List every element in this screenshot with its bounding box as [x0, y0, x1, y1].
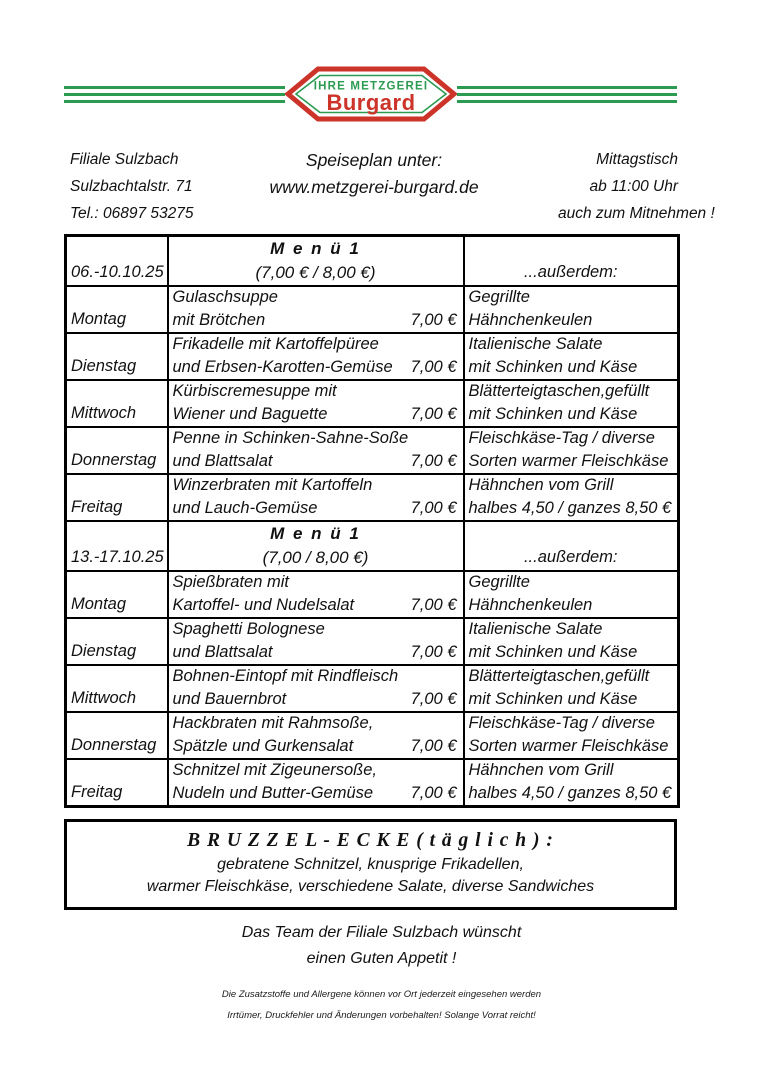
menu-header-cell [168, 236, 464, 287]
extra-cell [464, 571, 679, 618]
extra-line-1: Italienische Salate [468, 620, 603, 638]
dish-line-1: Spießbraten mit [172, 573, 289, 591]
extra-line-2: Sorten warmer Fleischkäse [468, 737, 669, 755]
team-greeting-line-1: Das Team der Filiale Sulzbach wünscht [241, 924, 522, 941]
menu-day-row [66, 665, 679, 712]
menu-price-range: (7,00 / 8,00 €) [262, 548, 369, 567]
dish-price: 7,00 € [410, 643, 457, 661]
dish-line-1: Schnitzel mit Zigeunersoße, [172, 761, 378, 779]
extra-cell [464, 474, 679, 521]
menu-day-row [66, 712, 679, 759]
dish-line-2: und Blattsalat [172, 643, 273, 661]
extra-line-2: halbes 4,50 / ganzes 8,50 € [468, 499, 672, 517]
dish-line-1: Kürbiscremesuppe mit [172, 382, 337, 400]
day-name: Freitag [71, 498, 123, 516]
extra-line-2: mit Schinken und Käse [468, 643, 638, 661]
team-greeting [0, 920, 763, 972]
extra-line-2: Sorten warmer Fleischkäse [468, 452, 669, 470]
week-header-row [66, 521, 679, 571]
lunch-note: auch zum Mitnehmen ! [558, 205, 715, 222]
bruzzel-line-2: warmer Fleischkäse, verschiedene Salate, diverse Sandwiches [146, 878, 595, 895]
logo-stripes-left [64, 86, 285, 103]
dish-line-2-row [169, 784, 463, 805]
extra-cell [464, 618, 679, 665]
dish-line-1: Gulaschsuppe [172, 288, 278, 306]
dish-line-1: Bohnen-Eintopf mit Rindfleisch [172, 667, 399, 685]
dish-line-2-row [169, 643, 463, 664]
website-url: www.metzgerei-burgard.de [269, 177, 479, 197]
week-date-cell [66, 236, 168, 287]
day-cell [66, 286, 168, 333]
extra-cell [464, 712, 679, 759]
dish-line-2-row [169, 452, 463, 473]
dish-price: 7,00 € [410, 596, 457, 614]
week-header-row [66, 236, 679, 287]
dish-line-1: Winzerbraten mit Kartoffeln [172, 476, 373, 494]
menu-price-range: (7,00 € / 8,00 €) [255, 263, 376, 282]
extra-line-2: Hähnchenkeulen [468, 596, 593, 614]
branch-phone: Tel.: 06897 53275 [70, 205, 194, 222]
menu-day-row [66, 286, 679, 333]
dish-price: 7,00 € [410, 358, 457, 376]
extra-line-1: Fleischkäse-Tag / diverse [468, 429, 655, 447]
dish-cell [168, 759, 464, 807]
dish-line-2-row [169, 358, 463, 379]
day-name: Dienstag [71, 642, 137, 660]
dish-cell [168, 333, 464, 380]
dish-line-2-row [169, 596, 463, 617]
dish-line-2: und Bauernbrot [172, 690, 287, 708]
day-cell [66, 665, 168, 712]
logo-band [0, 66, 763, 122]
dish-line-2-row [169, 737, 463, 758]
dish-line-2: Spätzle und Gurkensalat [172, 737, 354, 755]
extra-line-1: Fleischkäse-Tag / diverse [468, 714, 655, 732]
weekly-menu-table [64, 234, 680, 808]
dish-line-2: und Blattsalat [172, 452, 273, 470]
dish-cell [168, 618, 464, 665]
day-cell [66, 474, 168, 521]
dish-line-2: Wiener und Baguette [172, 405, 328, 423]
day-name: Montag [71, 595, 127, 613]
extra-line-2: mit Schinken und Käse [468, 690, 638, 708]
dish-cell [168, 665, 464, 712]
extra-line-1: Italienische Salate [468, 335, 603, 353]
dish-price: 7,00 € [410, 737, 457, 755]
dish-cell [168, 286, 464, 333]
day-name: Freitag [71, 783, 123, 801]
logo-tagline: IHRE METZGEREI [313, 80, 428, 93]
info-header [0, 146, 763, 227]
dish-cell [168, 427, 464, 474]
extra-header-cell [464, 236, 679, 287]
extra-cell [464, 427, 679, 474]
dish-line-2: und Erbsen-Karotten-Gemüse [172, 358, 393, 376]
extra-line-1: Hähnchen vom Grill [468, 476, 614, 494]
bruzzel-ecke-title: B R U Z Z E L - E C K E ( t ä g l i c h ) : [187, 830, 554, 851]
extra-cell [464, 759, 679, 807]
disclaimer-note: Irrtümer, Druckfehler und Änderungen vorbehalten! Solange Vorrat reicht! [227, 1010, 536, 1021]
speiseplan-label: Speiseplan unter: [305, 150, 443, 170]
dish-cell [168, 474, 464, 521]
legal-fine-print [0, 989, 763, 1021]
menu-day-row [66, 571, 679, 618]
extra-line-2: halbes 4,50 / ganzes 8,50 € [468, 784, 672, 802]
menu-day-row [66, 380, 679, 427]
branch-street: Sulzbachtalstr. 71 [70, 178, 193, 195]
lunch-time: ab 11:00 Uhr [589, 178, 678, 195]
extra-cell [464, 286, 679, 333]
menu-title: M e n ü 1 [270, 524, 361, 543]
day-name: Mittwoch [71, 689, 137, 707]
dish-cell [168, 380, 464, 427]
dish-line-2: und Lauch-Gemüse [172, 499, 318, 517]
dish-price: 7,00 € [410, 690, 457, 708]
branch-address-block [0, 146, 194, 227]
extra-header-cell [464, 521, 679, 571]
dish-price: 7,00 € [410, 784, 457, 802]
menu-title: M e n ü 1 [270, 239, 361, 258]
dish-line-1: Hackbraten mit Rahmsoße, [172, 714, 374, 732]
dish-line-2-row [169, 405, 463, 426]
dish-line-1: Penne in Schinken-Sahne-Soße [172, 429, 409, 447]
day-name: Donnerstag [71, 451, 157, 469]
day-cell [66, 618, 168, 665]
bruzzel-ecke-box [64, 819, 677, 910]
menu-day-row [66, 474, 679, 521]
dish-price: 7,00 € [410, 405, 457, 423]
dish-line-2-row [169, 499, 463, 520]
day-name: Montag [71, 310, 127, 328]
menu-day-row [66, 618, 679, 665]
extra-cell [464, 665, 679, 712]
allergens-note: Die Zusatzstoffe und Allergene können vor Ort jederzeit eingesehen werden [221, 989, 542, 1000]
day-cell [66, 427, 168, 474]
dish-line-1: Spaghetti Bolognese [172, 620, 325, 638]
dish-price: 7,00 € [410, 452, 457, 470]
day-name: Donnerstag [71, 736, 157, 754]
day-name: Mittwoch [71, 404, 137, 422]
butcher-logo-badge [285, 66, 457, 122]
dish-cell [168, 571, 464, 618]
branch-name: Filiale Sulzbach [70, 151, 179, 168]
extra-cell [464, 333, 679, 380]
extra-column-header: ...außerdem: [523, 263, 618, 281]
website-block [190, 146, 558, 227]
extra-line-2: Hähnchenkeulen [468, 311, 593, 329]
menu-day-row [66, 759, 679, 807]
lunch-title: Mittagstisch [596, 151, 678, 168]
extra-cell [464, 380, 679, 427]
extra-line-1: Blätterteigtaschen,gefüllt [468, 382, 650, 400]
dish-line-2: Nudeln und Butter-Gemüse [172, 784, 374, 802]
dish-line-1: Frikadelle mit Kartoffelpüree [172, 335, 379, 353]
menu-day-row [66, 333, 679, 380]
week-date-range: 13.-17.10.25 [71, 548, 164, 566]
team-greeting-line-2: einen Guten Appetit ! [306, 950, 457, 967]
extra-line-1: Blätterteigtaschen,gefüllt [468, 667, 650, 685]
extra-line-1: Gegrillte [468, 288, 530, 306]
menu-day-row [66, 427, 679, 474]
dish-price: 7,00 € [410, 499, 457, 517]
extra-line-1: Gegrillte [468, 573, 530, 591]
menu-header-cell [168, 521, 464, 571]
extra-line-2: mit Schinken und Käse [468, 405, 638, 423]
lunch-info-block [558, 146, 763, 227]
day-cell [66, 333, 168, 380]
logo-name: Burgard [325, 90, 416, 115]
dish-line-2-row [169, 690, 463, 711]
dish-line-2: Kartoffel- und Nudelsalat [172, 596, 355, 614]
dish-price: 7,00 € [410, 311, 457, 329]
day-name: Dienstag [71, 357, 137, 375]
dish-line-2: mit Brötchen [172, 311, 266, 329]
extra-line-1: Hähnchen vom Grill [468, 761, 614, 779]
week-date-cell [66, 521, 168, 571]
extra-line-2: mit Schinken und Käse [468, 358, 638, 376]
week-date-range: 06.-10.10.25 [71, 263, 164, 281]
logo-stripes-right [457, 86, 678, 103]
dish-line-2-row [169, 311, 463, 332]
day-cell [66, 380, 168, 427]
bruzzel-line-1: gebratene Schnitzel, knusprige Frikadellen, [217, 856, 524, 873]
dish-cell [168, 712, 464, 759]
day-cell [66, 759, 168, 807]
extra-column-header: ...außerdem: [523, 548, 618, 566]
day-cell [66, 712, 168, 759]
day-cell [66, 571, 168, 618]
